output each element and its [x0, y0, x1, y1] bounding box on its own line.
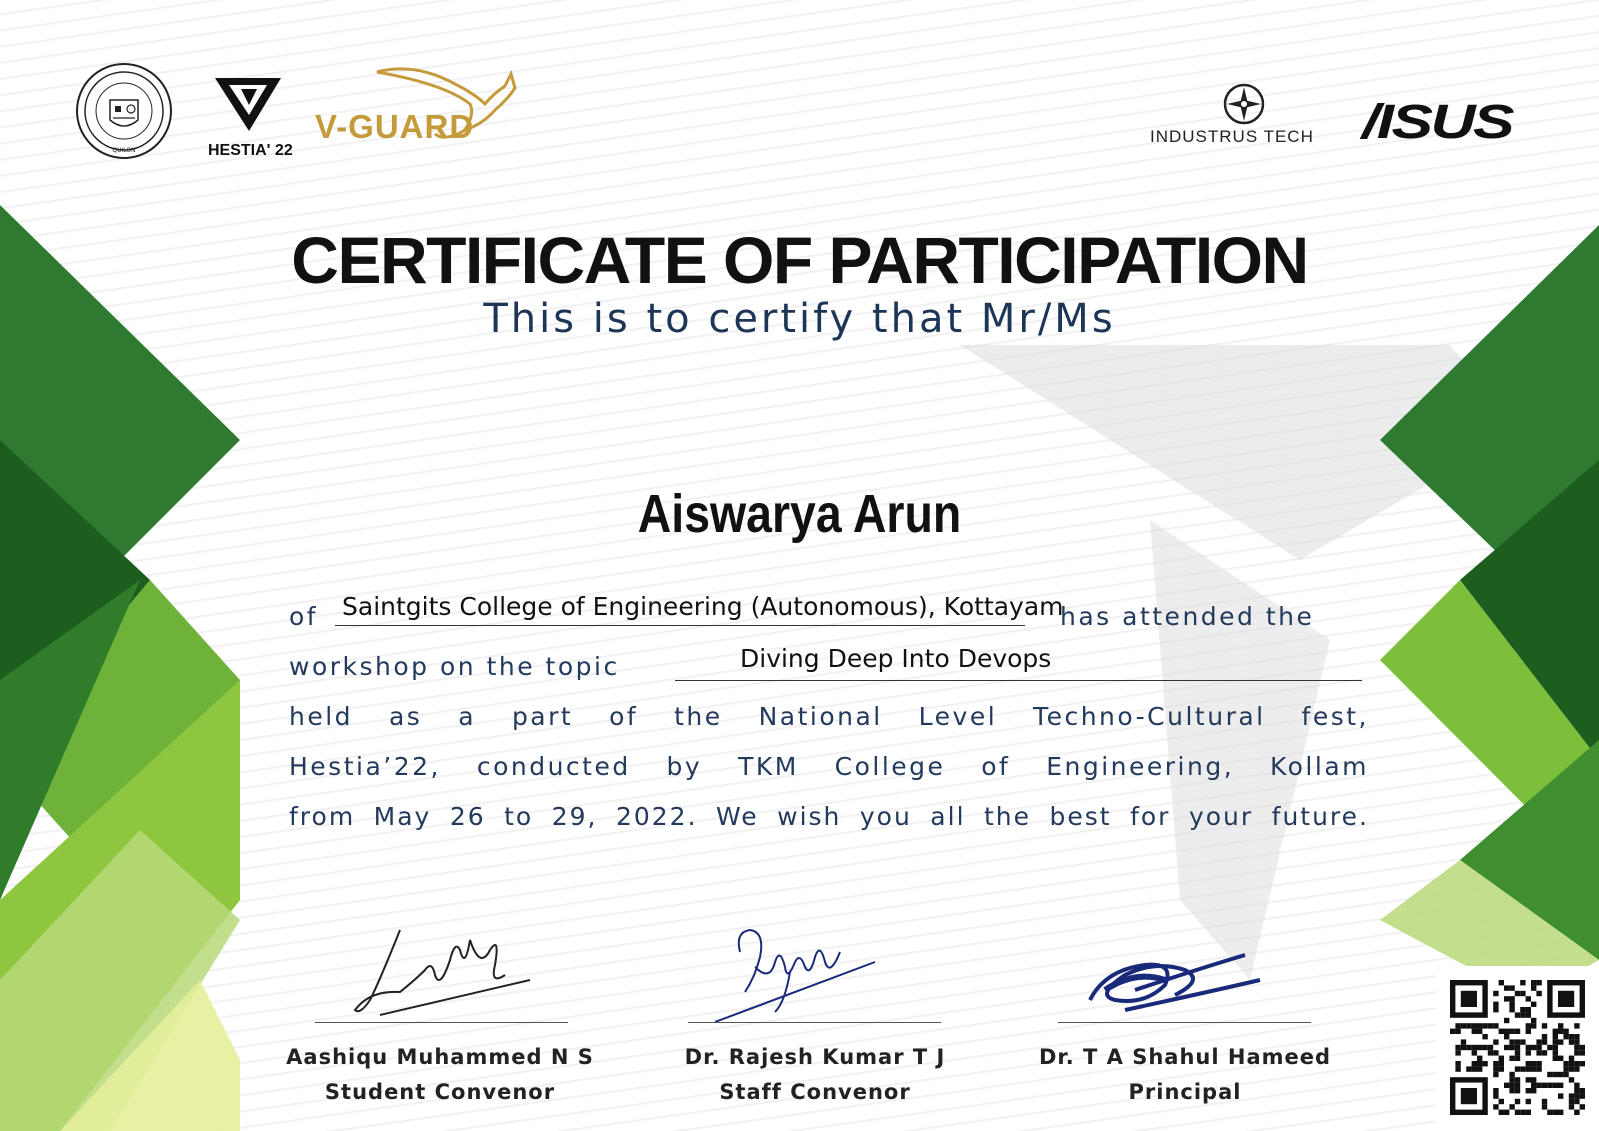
- compass-icon: [1222, 82, 1266, 126]
- signature-line-3: [1058, 1022, 1311, 1023]
- recipient-name: Aiswarya Arun: [637, 484, 962, 544]
- signature-line-2: [688, 1022, 941, 1023]
- hestia-logo-mark: [213, 75, 283, 133]
- topic-underline: [675, 680, 1362, 681]
- signature-line-1: [315, 1022, 568, 1023]
- college-seal-logo: [75, 62, 173, 160]
- institution-underline: [335, 625, 1025, 626]
- signatory-name-1: Aashiqu Muhammed N S: [286, 1045, 594, 1069]
- certificate-subtitle: This is to certify that Mr/Ms: [483, 296, 1116, 342]
- qr-code-icon: [1436, 966, 1599, 1131]
- of-label: of: [289, 602, 319, 631]
- signatory-role-2: Staff Convenor: [719, 1080, 911, 1104]
- body-line-5: from May 26 to 29, 2022. We wish you all the best for your future.: [289, 802, 1369, 831]
- seal-place-text: QUILON: [112, 147, 136, 154]
- signatory-name-2: Dr. Rajesh Kumar T J: [684, 1045, 946, 1069]
- vguard-logo-text: V-GUARD: [315, 108, 475, 145]
- signature-staff-convenor: [715, 922, 885, 1032]
- workshop-label: workshop on the topic: [289, 652, 620, 681]
- body-line-4: Hestia’22, conducted by TKM College of Engineering, Kollam: [289, 752, 1369, 781]
- institution-value: Saintgits College of Engineering (Autonomous), Kottayam: [342, 592, 1064, 621]
- body-line-3: held as a part of the National Level Techno-Cultural fest,: [289, 702, 1369, 731]
- topic-value: Diving Deep Into Devops: [740, 644, 1052, 673]
- certificate-title: CERTIFICATE OF PARTICIPATION: [291, 223, 1308, 297]
- hestia-logo-text: HESTIA' 22: [208, 142, 293, 159]
- qr-code-panel: [1436, 966, 1599, 1131]
- attended-label: has attended the: [1060, 602, 1315, 631]
- signatory-name-3: Dr. T A Shahul Hameed: [1038, 1045, 1332, 1069]
- signature-principal: [1085, 950, 1265, 1020]
- signatory-role-3: Principal: [1128, 1080, 1242, 1104]
- signatory-role-1: Student Convenor: [324, 1080, 556, 1104]
- asus-logo-text: /ISUS: [1362, 96, 1512, 149]
- signature-student-convenor: [340, 920, 540, 1030]
- watermark-shape: [1150, 520, 1330, 980]
- industrus-logo-text: INDUSTRUS TECH: [1150, 127, 1314, 146]
